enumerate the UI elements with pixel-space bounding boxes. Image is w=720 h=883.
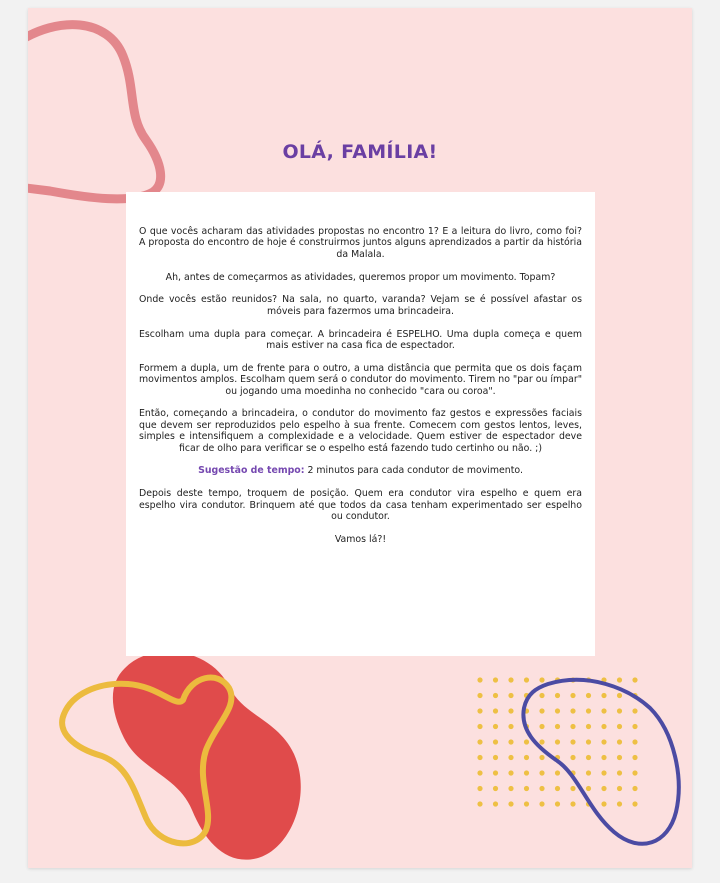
grid-dot: [493, 677, 498, 682]
grid-dot: [601, 693, 606, 698]
grid-dot: [601, 708, 606, 713]
activity-page: [28, 8, 692, 868]
grid-dot: [477, 801, 482, 806]
grid-dot: [617, 724, 622, 729]
grid-dot: [493, 693, 498, 698]
grid-dot: [632, 786, 637, 791]
grid-dot: [539, 739, 544, 744]
grid-dot: [617, 786, 622, 791]
grid-dot: [508, 724, 513, 729]
grid-dot: [524, 755, 529, 760]
page-title: OLÁ, FAMÍLIA!: [282, 141, 438, 163]
grid-dot: [539, 755, 544, 760]
grid-dot: [617, 693, 622, 698]
grid-dot: [570, 801, 575, 806]
grid-dot: [555, 770, 560, 775]
grid-dot: [586, 724, 591, 729]
grid-dot: [539, 708, 544, 713]
grid-dot: [493, 739, 498, 744]
grid-dot: [524, 677, 529, 682]
grid-dot: [508, 739, 513, 744]
grid-dot: [477, 677, 482, 682]
grid-dot: [632, 708, 637, 713]
grid-dot: [570, 739, 575, 744]
grid-dot: [586, 693, 591, 698]
paragraph-game-rules: Então, começando a brincadeira, o condutor do movimento faz gestos e expressões faciais que devem ser reproduzidos pelo espelho à sua frente. Comecem com gestos lentos, leves, simples e intensifiquem a complexidade e a velocidade. Quem estiver de espectador deve ficar de olho para verificar se o espelho está fazendo tudo certinho ou não. ;): [139, 408, 582, 454]
grid-dot: [508, 677, 513, 682]
navy-loop-line: [523, 680, 678, 844]
grid-dot: [555, 786, 560, 791]
grid-dot: [508, 786, 513, 791]
grid-dot: [524, 770, 529, 775]
grid-dot: [555, 801, 560, 806]
grid-dot: [477, 693, 482, 698]
grid-dot: [586, 786, 591, 791]
grid-dot: [601, 724, 606, 729]
paragraph-switch: Depois deste tempo, troquem de posição. Quem era condutor vira espelho e quem era espelho vira condutor. Brinquem até que todos da casa tenham experimentado ser espelho ou condutor.: [139, 488, 582, 523]
grid-dot: [601, 770, 606, 775]
grid-dot: [632, 739, 637, 744]
grid-dot: [493, 708, 498, 713]
time-suggestion-text: 2 minutos para cada condutor de movimento.: [304, 465, 523, 477]
grid-dot: [601, 739, 606, 744]
grid-dot: [632, 770, 637, 775]
grid-dot: [493, 801, 498, 806]
grid-dot: [477, 770, 482, 775]
time-suggestion-label: Sugestão de tempo:: [198, 465, 305, 477]
grid-dot: [477, 708, 482, 713]
grid-dot: [632, 677, 637, 682]
grid-dot: [524, 801, 529, 806]
grid-dot: [632, 724, 637, 729]
grid-dot: [493, 755, 498, 760]
grid-dot: [570, 724, 575, 729]
grid-dot: [493, 770, 498, 775]
grid-dot: [508, 801, 513, 806]
grid-dot: [617, 708, 622, 713]
grid-dot: [586, 708, 591, 713]
grid-dot: [586, 770, 591, 775]
grid-dot: [508, 755, 513, 760]
grid-dot: [601, 755, 606, 760]
grid-dot: [555, 739, 560, 744]
grid-dot: [601, 801, 606, 806]
grid-dot: [477, 739, 482, 744]
grid-dot: [524, 739, 529, 744]
closing-text: Vamos lá?!: [334, 533, 387, 545]
paragraph-intro: O que vocês acharam das atividades propostas no encontro 1? E a leitura do livro, como foi? A proposta do encontro de hoje é construirmos juntos alguns aprendizados a partir da história da Malala.: [139, 226, 582, 260]
grid-dot: [555, 724, 560, 729]
grid-dot: [617, 770, 622, 775]
pink-squiggle-line: [28, 25, 161, 199]
grid-dot: [586, 739, 591, 744]
grid-dot: [539, 693, 544, 698]
grid-dot: [570, 693, 575, 698]
grid-dot: [570, 786, 575, 791]
grid-dot: [508, 693, 513, 698]
paragraph-movement: Ah, antes de começarmos as atividades, queremos propor um movimento. Topam?: [165, 271, 556, 283]
grid-dot: [617, 801, 622, 806]
grid-dot: [570, 755, 575, 760]
text-card: [126, 192, 595, 656]
grid-dot: [477, 786, 482, 791]
paragraph-form-pair: Formem a dupla, um de frente para o outro, a uma distância que permita que os dois façam movimentos amplos. Escolham quem será o condutor do movimento. Tirem no "par ou ímpar" ou jogando uma moedinha no conhecido "cara ou coroa".: [139, 362, 583, 397]
time-suggestion: [139, 465, 582, 476]
grid-dot: [524, 786, 529, 791]
grid-dot: [539, 677, 544, 682]
grid-dot: [493, 724, 498, 729]
yellow-dot-grid: [477, 677, 637, 806]
grid-dot: [617, 739, 622, 744]
grid-dot: [617, 755, 622, 760]
grid-dot: [601, 786, 606, 791]
grid-dot: [477, 724, 482, 729]
grid-dot: [508, 770, 513, 775]
grid-dot: [555, 693, 560, 698]
grid-dot: [586, 755, 591, 760]
paragraph-location: Onde vocês estão reunidos? Na sala, no quarto, varanda? Vejam se é possível afastar os móveis para fazermos uma brincadeira.: [139, 294, 582, 317]
grid-dot: [539, 786, 544, 791]
grid-dot: [539, 724, 544, 729]
grid-dot: [632, 755, 637, 760]
grid-dot: [477, 755, 482, 760]
grid-dot: [493, 786, 498, 791]
grid-dot: [617, 677, 622, 682]
paragraph-pair: Escolham uma dupla para começar. A brincadeira é ESPELHO. Uma dupla começa e quem mais estiver na casa fica de espectador.: [139, 328, 582, 352]
grid-dot: [555, 708, 560, 713]
grid-dot: [570, 708, 575, 713]
grid-dot: [508, 708, 513, 713]
grid-dot: [539, 801, 544, 806]
grid-dot: [632, 801, 637, 806]
grid-dot: [539, 770, 544, 775]
